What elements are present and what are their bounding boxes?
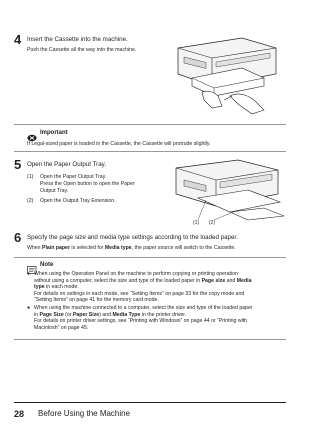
note-bottom-rule xyxy=(14,339,286,340)
step-5-title: Open the Paper Output Tray. xyxy=(27,161,106,168)
note-b2-line2-bold2: Paper Size xyxy=(72,311,100,318)
callout-2-label: (2) xyxy=(209,220,216,226)
note-b1-line2-mid: and xyxy=(225,277,237,284)
callout-1-label: (1) xyxy=(193,220,200,226)
note-b2-line4: Macintosh” on page 45. xyxy=(34,324,89,331)
important-top-rule xyxy=(14,124,286,125)
step-6-body-mid: is selected for xyxy=(69,245,105,251)
step-6-body-bold2: Media type xyxy=(104,245,132,251)
bullet-icon: ● xyxy=(27,305,31,311)
important-icon xyxy=(27,129,37,137)
step-6-body-pre: When xyxy=(27,245,42,251)
step-5-number: 5 xyxy=(14,157,22,172)
step-5-item-1-num: (1) xyxy=(27,174,34,180)
note-bullet-1 xyxy=(27,271,286,304)
page-number: 28 xyxy=(14,409,25,419)
step-4-title: Insert the Cassette into the machine. xyxy=(27,36,128,43)
step-6-title: Specify the page size and media type settings according to the loaded paper. xyxy=(27,234,238,241)
note-b2-line2-post: in the printer driver. xyxy=(140,311,187,318)
note-top-rule xyxy=(14,257,286,258)
step-5-item-1-line3: Output Tray. xyxy=(40,188,69,194)
note-b1-line2 xyxy=(34,278,286,285)
note-b2-line2-bold1: Page Size xyxy=(39,311,64,318)
note-b2-line2-mid1: (or xyxy=(63,311,73,318)
note-b1-line2-bold1: Page size xyxy=(201,277,226,284)
note-b1-line3-bold: type xyxy=(34,284,45,291)
note-b2-line2 xyxy=(34,312,286,319)
note-b2-line2-pre: in xyxy=(34,311,40,318)
note-b2-line2-mid2: ) and xyxy=(99,311,113,318)
footer-rule xyxy=(14,402,286,403)
note-b1-line4: For details on settings in each mode, see “Setting Items” on page 33 for the copy mode and xyxy=(34,290,245,297)
bullet-icon: ● xyxy=(27,271,31,277)
important-bottom-rule xyxy=(14,151,286,152)
note-icon xyxy=(27,261,37,269)
note-label: Note xyxy=(40,262,54,268)
output-tray-illustration xyxy=(168,158,286,224)
note-b1-line1: When using the Operation Panel on the machine to perform copying or printing operation xyxy=(34,271,238,277)
step-6-number: 6 xyxy=(14,230,22,245)
step-6-body-bold1: Plain paper xyxy=(42,245,70,251)
note-bullet-2 xyxy=(27,305,286,331)
footer-section-title: Before Using the Machine xyxy=(38,409,131,418)
important-text: If Legal-sized paper is loaded in the Cassette, the Cassette will protrude slightly. xyxy=(27,141,211,147)
note-b2-line3: For details on printer driver settings, see “Printing with Windows” on page 44 or “Printing with xyxy=(34,318,248,325)
note-b1-line3 xyxy=(34,284,286,291)
note-b2-line2-bold3: Media Type xyxy=(112,311,141,318)
step-4-body: Push the Cassette all the way into the machine. xyxy=(27,47,137,53)
step-4-number: 4 xyxy=(14,32,22,47)
note-b1-line5: “Setting Items” on page 41 for the memory card mode. xyxy=(34,297,159,304)
step-6-body-post: , the paper source will switch to the Cassette. xyxy=(131,245,236,251)
step-5-item-1-line2: Press the Open button to open the Paper xyxy=(40,181,135,187)
step-5-item-2-line1: Open the Output Tray Extension. xyxy=(40,198,116,204)
note-b1-line2-bold2: Media xyxy=(236,277,252,284)
note-b1-line3-post: in each mode. xyxy=(44,284,79,291)
cassette-insert-illustration xyxy=(172,34,286,120)
important-label: Important xyxy=(40,130,68,136)
note-b2-line1: When using the machine connected to a computer, select the size and type of the loaded paper xyxy=(34,305,253,311)
step-5-item-2-num: (2) xyxy=(27,198,34,204)
note-b1-line2-pre: without using a computer, select the size and type of the loaded paper in xyxy=(34,277,202,284)
step-5-item-1-line1: Open the Paper Output Tray. xyxy=(40,174,107,180)
step-6-body xyxy=(27,245,236,252)
